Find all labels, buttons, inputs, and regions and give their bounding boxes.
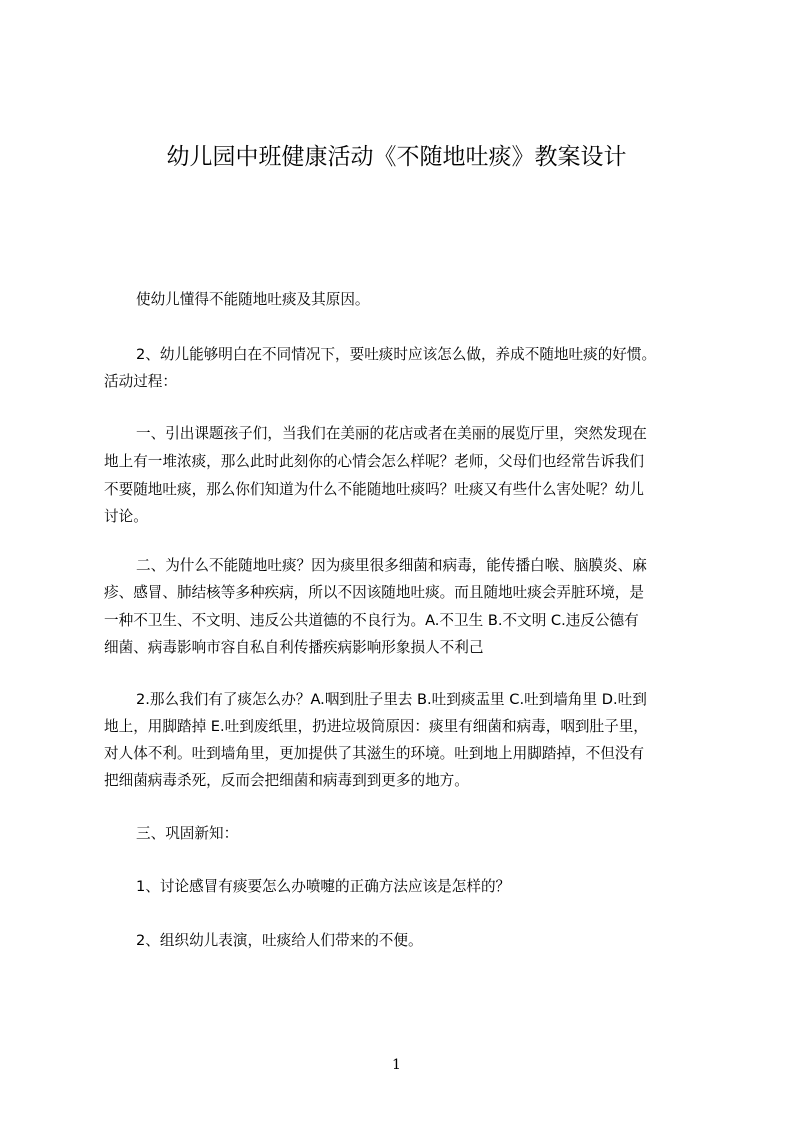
document-title: 幼儿园中班健康活动《不随地吐痰》教案设计: [166, 144, 627, 170]
paragraph-line: 疹、感冒、肺结核等多种疾病，所以不因该随地吐痰。而且随地吐痰会弄脏环境，是: [104, 584, 644, 601]
paragraph-line: 2、幼儿能够明白在不同情况下，要吐痰时应该怎么做，养成不随地吐痰的好惯。: [136, 346, 657, 363]
paragraph-line: 对人体不利。吐到墙角里，更加提供了其滋生的环境。吐到地上用脚踏掉，不但没有: [104, 745, 644, 762]
paragraph-line: 二、为什么不能随地吐痰？因为痰里很多细菌和病毒，能传播白喉、脑膜炎、麻: [136, 557, 647, 574]
paragraph-line: 讨论。: [104, 508, 148, 525]
paragraph-line: 使幼儿懂得不能随地吐痰及其原因。: [136, 291, 370, 308]
paragraph-line: 不要随地吐痰，那么你们知道为什么不能随地吐痰吗？吐痰又有些什么害处呢？幼儿: [104, 481, 644, 498]
paragraph-line: 地上，用脚踏掉 E.吐到废纸里，扔进垃圾筒原因：痰里有细菌和病毒，咽到肚子里，: [104, 718, 648, 735]
paragraph-line: 三、巩固新知：: [136, 825, 239, 842]
paragraph-line: 一种不卫生、不文明、违反公共道德的不良行为。A.不卫生 B.不文明 C.违反公德有: [104, 612, 639, 629]
page-number: 1: [392, 1057, 401, 1073]
paragraph-line: 活动过程：: [104, 373, 177, 390]
paragraph-line: 2、组织幼儿表演，吐痰给人们带来的不便。: [136, 932, 423, 949]
paragraph-line: 细菌、病毒影响市容自私自利传播疾病影响形象损人不利己: [104, 639, 484, 656]
paragraph-line: 地上有一堆浓痰，那么此时此刻你的心情会怎么样呢？老师，父母们也经常告诉我们: [104, 453, 644, 470]
paragraph-line: 1、讨论感冒有痰要怎么办喷嚏的正确方法应该是怎样的？: [136, 878, 511, 895]
paragraph-line: 2.那么我们有了痰怎么办？A.咽到肚子里去 B.吐到痰盂里 C.吐到墙角里 D.吐到: [136, 691, 647, 708]
paragraph-line: 一、引出课题孩子们，当我们在美丽的花店或者在美丽的展览厅里，突然发现在: [136, 425, 647, 442]
paragraph-line: 把细菌病毒杀死，反而会把细菌和病毒到到更多的地方。: [104, 772, 469, 789]
